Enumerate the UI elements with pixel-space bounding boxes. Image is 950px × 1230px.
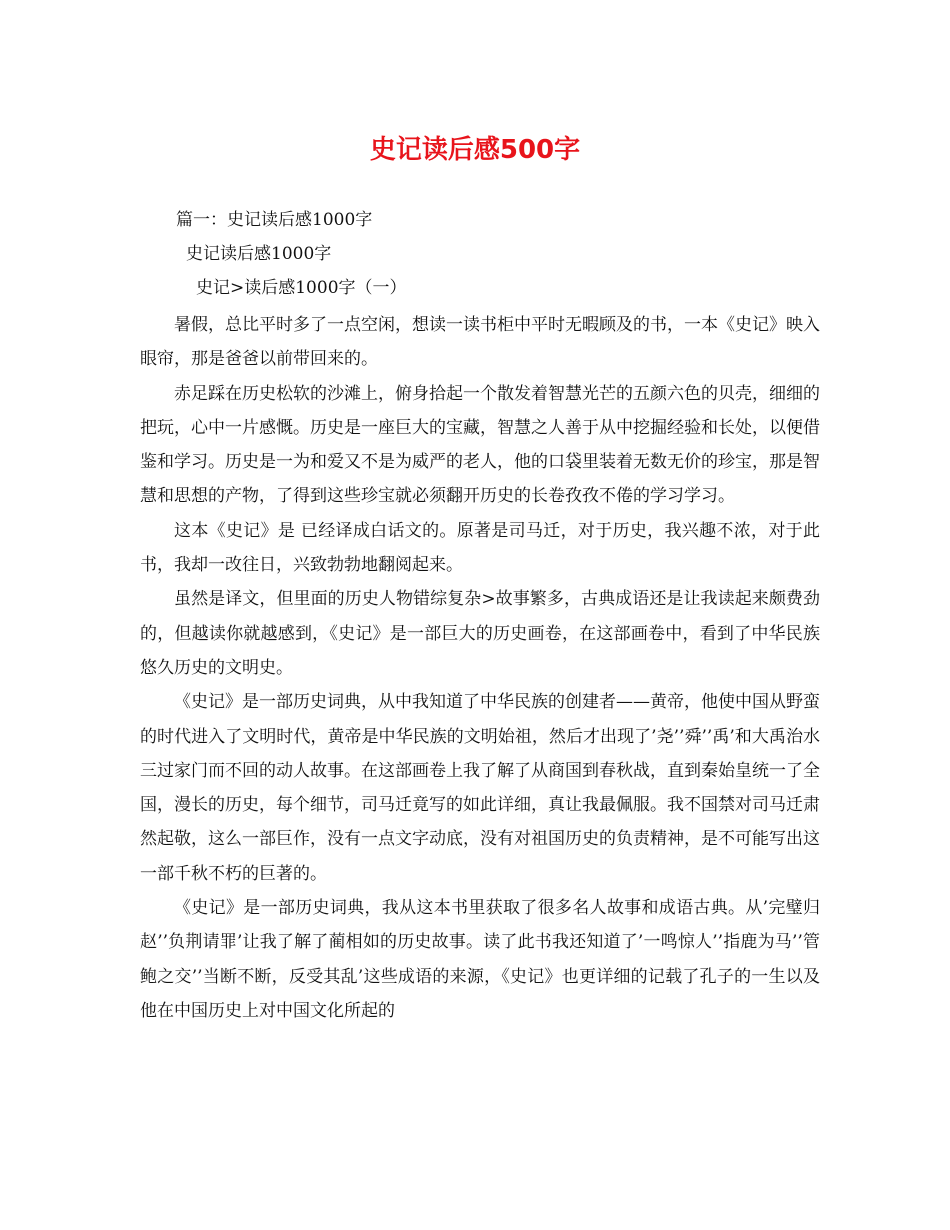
paragraph: 暑假，总比平时多了一点空闲，想读一读书柜中平时无暇顾及的书，一本《史记》映入眼帘，那是爸爸以前带回来的。 [140,315,820,370]
paragraph: 虽然是译文，但里面的历史人物错综复杂>故事繁多，古典成语还是让我读起来颇费劲的，但越读你就越感到，《史记》是一部巨大的历史画卷，在这部画卷中，看到了中华民族悠久历史的文明史。 [140,589,820,678]
paragraph: 《史记》是一部历史词典，我从这本书里获取了很多名人故事和成语古典。从’完璧归赵’’负荆请罪’让我了解了蔺相如的历史故事。读了此书我还知道了’一鸣惊人’’指鹿为马’’管鲍之交’’当断不断，反受其乱’这些成语的来源，《史记》也更详细的记载了孔子的一生以及他在中国历史上对中国文化所起的 [140,898,820,1021]
paragraph: 这本《史记》是 已经译成白话文的。原著是司马迁，对于历史，我兴趣不浓，对于此书，我却一改往日，兴致勃勃地翻阅起来。 [140,520,820,576]
paragraph: 《史记》是一部历史词典，从中我知道了中华民族的创建者——黄帝，他使中国从野蛮的时代进入了文明时代，黄帝是中华民族的文明始祖，然后才出现了’尧’’舜’’禹’和大禹治水三过家门而不回的动人故事。在这部画卷上我了解了从商国到春秋战，直到秦始皇统一了全国，漫长的历史，每个细节，司马迁竟写的如此详细，真让我最佩服。我不国禁对司马迁肃然起敬，这么一部巨作，没有一点文字动底，没有对祖国历史的负责精神，是不可能写出这一部千秋不朽的巨著的。 [140,692,820,884]
document-body [140,308,820,1028]
article-heading: 史记读后感1000字 [186,244,332,264]
paragraph: 赤足踩在历史松软的沙滩上，俯身拾起一个散发着智慧光芒的五颜六色的贝壳，细细的把玩，心中一片感慨。历史是一座巨大的宝藏，智慧之人善于从中挖掘经验和长处，以便借鉴和学习。历史是一为和爱又不是为威严的老人，他的口袋里装着无数无价的珍宝，那是智慧和思想的产物，了得到这些珍宝就必须翻开历史的长卷孜孜不倦的学习学习。 [140,383,820,507]
document-title: 史记读后感500字 [369,135,581,165]
article-subheading: 史记>读后感1000字（一） [196,278,407,298]
section-heading: 篇一：史记读后感1000字 [176,210,373,230]
